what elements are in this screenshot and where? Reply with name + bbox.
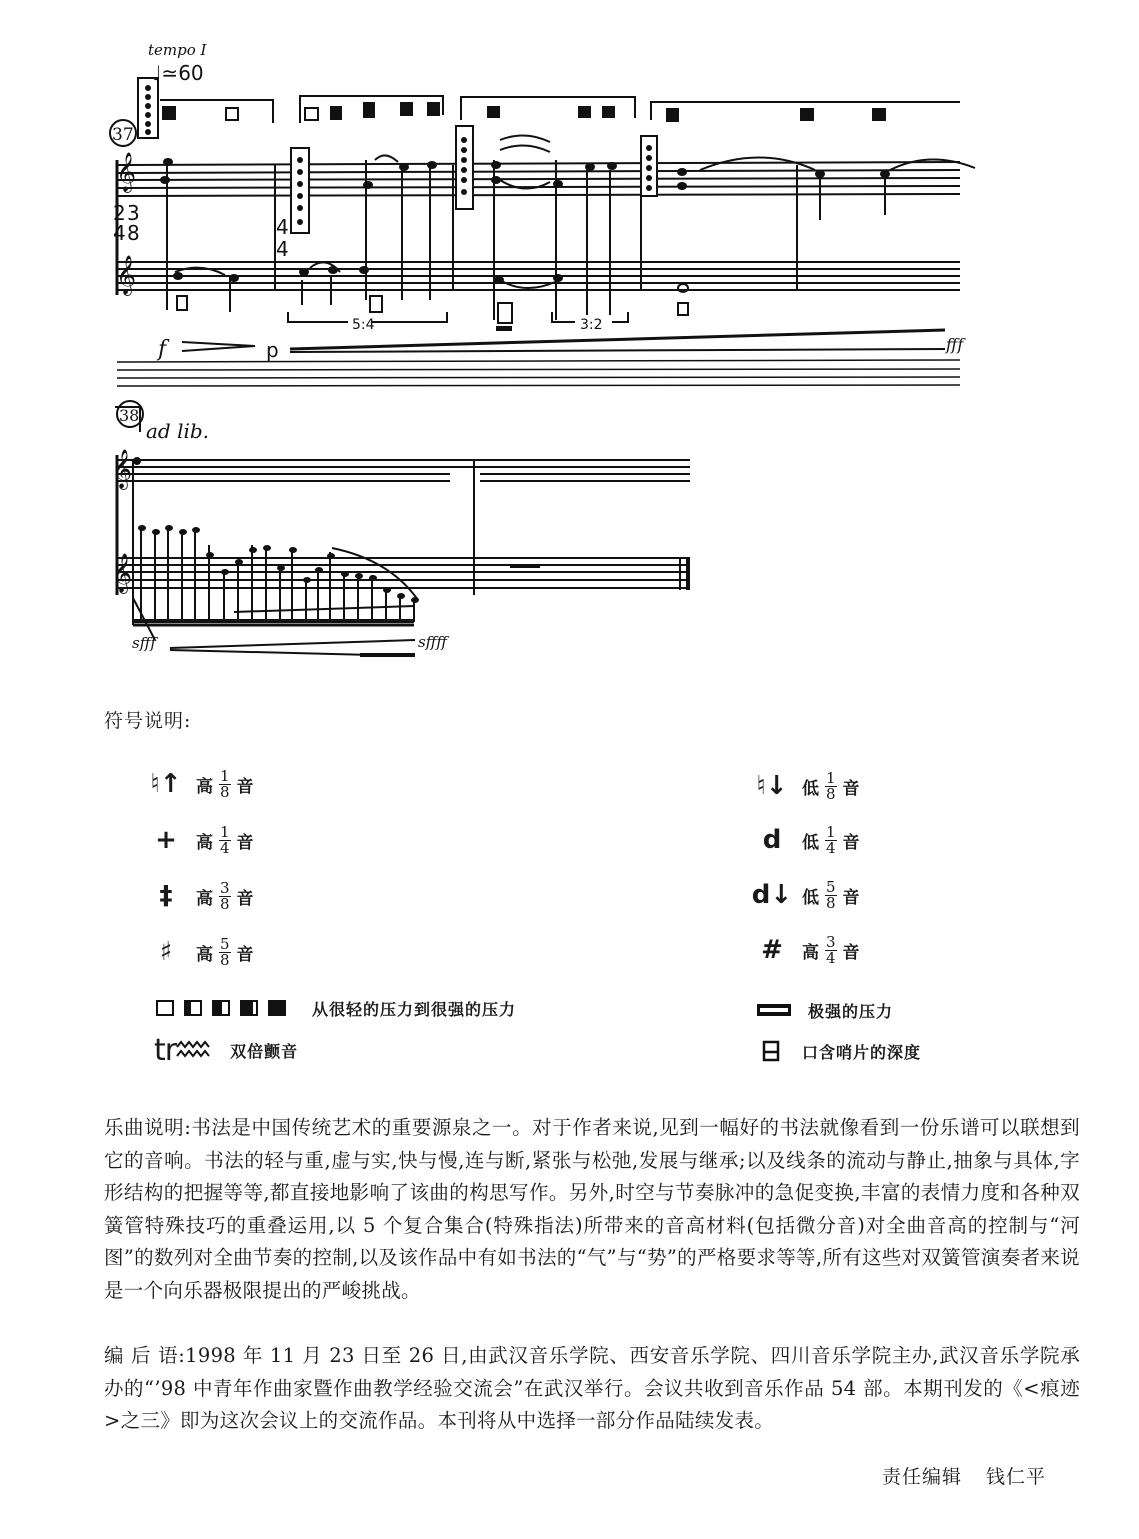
legend-item-up-3-8: ‡ 高 $\frac{3}{8}$ 音 <box>146 876 254 916</box>
dynamic-p: p <box>266 338 279 362</box>
trill-wave-icon <box>176 1039 216 1061</box>
time-sig-2-4: 2 <box>113 201 126 225</box>
metronome-marking: ♩≃60 <box>152 61 204 85</box>
extreme-pressure-icon <box>756 1002 792 1018</box>
rehearsal-mark-38: 38 <box>119 406 140 425</box>
reed-depth-icon <box>762 1040 780 1062</box>
legend-item-up-1-8 <box>146 764 254 804</box>
dynamic-sffff: sffff <box>418 633 447 651</box>
tempo-marking: tempo I <box>148 41 207 59</box>
staff-upper-1 <box>117 162 960 196</box>
legend-prefix: 高 <box>196 776 213 797</box>
tuplet-5-4: 5:4 <box>352 317 375 333</box>
pressure-box-icon <box>268 1000 286 1016</box>
pressure-scale-label: 从很轻的压力到很强的压力 <box>312 999 517 1019</box>
fraction: $\frac{3}{4}$ <box>826 932 836 967</box>
fraction: $\frac{3}{8}$ <box>220 878 230 913</box>
staff-lower-1 <box>117 262 960 290</box>
legend-item-extreme-pressure <box>756 990 893 1030</box>
treble-clef-upper-2: 𝄞 <box>112 449 133 489</box>
time-sig-2-4-den: 4 <box>113 221 126 245</box>
quarter-flat-icon: d <box>762 825 782 855</box>
pressure-box-icon <box>184 1000 202 1016</box>
time-sig-3-8-den: 8 <box>127 221 140 245</box>
editor-signoff <box>882 1462 1046 1489</box>
pressure-boxes <box>156 1000 286 1016</box>
piece-description-paragraph: 乐曲说明:书法是中国传统艺术的重要源泉之一。对于作者来说,见到一幅好的书法就像看到一份乐谱可以联想到它的音响。书法的轻与重,虚与实,快与慢,连与断,紧张与松弛,发展与继承;以及线条的流动与静止,抽象与具体,字形结构的把握等等,都直接地影响了该曲的构思写作。另外,时空与节奏脉冲的急促变换,丰富的表情力度和各种双簧管特殊技巧的重叠运用,以 5 个复合集合(特殊指法)所带来的音高材料(包括微分音)对全曲音高的控制与“河图”的数列对全曲节奏的控制,以及该作品中有如书法的“气”与“势”的严格要求等等,所有这些对双簧管演奏者来说是一个向乐器极限提出的严峻挑战。 <box>104 1116 1080 1302</box>
editor-role: 责任编辑 <box>882 1466 963 1488</box>
time-sig-4-4-den: 4 <box>276 237 289 261</box>
pressure-box-icon <box>240 1000 258 1016</box>
up-arrow-quarter-sharp-icon: ‡ <box>159 881 173 911</box>
dynamic-fff: fff <box>946 335 964 354</box>
three-quarter-sharp-icon: # <box>761 935 783 965</box>
pressure-box-icon <box>212 1000 230 1016</box>
fraction: $\frac{1}{4}$ <box>220 822 230 857</box>
pressure-box-icon <box>156 1000 174 1016</box>
extreme-pressure-label: 极强的压力 <box>808 1001 894 1021</box>
rehearsal-mark-37: 37 <box>112 125 134 145</box>
double-trill-label: 双倍颤音 <box>230 1041 299 1061</box>
fraction: $\frac{5}{8}$ <box>220 934 230 969</box>
editor-name: 钱仁平 <box>986 1466 1047 1488</box>
legend-item-down-1-8: ♮↓ 低 $\frac{1}{8}$ 音 <box>752 766 860 806</box>
time-sig-3-8: 3 <box>127 201 140 225</box>
legend-item-up-5-8: ♯ 高 $\frac{5}{8}$ 音 <box>146 932 254 972</box>
music-score <box>0 0 1139 690</box>
fraction: $\frac{1}{4}$ <box>826 822 836 857</box>
down-arrow-quarter-flat-icon: d↓ <box>751 880 793 910</box>
fraction: $\frac{1}{8}$ <box>220 766 230 801</box>
ad-lib-direction: ad lib. <box>146 419 210 443</box>
treble-clef-lower-2: 𝄞 <box>112 553 133 593</box>
dynamic-sfff: sfff <box>132 634 156 652</box>
legend-item-down-5-8: d↓ 低 $\frac{5}{8}$ 音 <box>751 877 860 912</box>
legend-title: 符号说明: <box>104 710 192 732</box>
time-sig-4-4: 4 <box>276 215 289 239</box>
fraction: $\frac{1}{8}$ <box>826 768 836 803</box>
fraction: $\frac{5}{8}$ <box>826 877 836 912</box>
up-arrow-sharp-icon: ♯ <box>159 937 173 967</box>
treble-clef-upper: 𝄞 <box>116 152 137 192</box>
legend-item-up-3-4: # 高 $\frac{3}{4}$ 音 <box>752 930 860 970</box>
score-graphic <box>0 0 1139 690</box>
legend-item-reed-depth <box>762 1031 921 1071</box>
editor-note-paragraph: 编 后 语:1998 年 11 月 23 日至 26 日,由武汉音乐学院、西安音乐学院、四川音乐学院主办,武汉音乐学院承办的“’98 中青年作曲家暨作曲教学经验交流会”在武汉举行。会议共收到音乐作品 54 部。本期刊发的《<痕迹>之三》即为这次会议上的交流作品。本刊将从中选择一部分作品陆续发表。 <box>104 1344 1080 1432</box>
down-arrow-natural-icon: ♮↓ <box>756 771 788 801</box>
legend-item-down-1-4: d 低 $\frac{1}{4}$ 音 <box>752 820 860 860</box>
treble-clef-lower: 𝄞 <box>116 255 137 295</box>
dynamic-f: f <box>158 337 167 362</box>
tuplet-3-2: 3:2 <box>580 317 603 333</box>
legend-suffix: 音 <box>236 776 254 797</box>
reed-depth-label: 口含哨片的深度 <box>802 1042 922 1062</box>
up-arrow-natural-icon: ♮↑ <box>150 769 182 799</box>
legend-item-up-1-4: + 高 $\frac{1}{4}$ 音 <box>146 820 254 860</box>
legend-item-double-trill <box>154 1030 298 1070</box>
legend-item-pressure-scale <box>156 988 516 1028</box>
quarter-sharp-icon: + <box>155 825 177 855</box>
trill-icon: tr <box>154 1032 177 1068</box>
